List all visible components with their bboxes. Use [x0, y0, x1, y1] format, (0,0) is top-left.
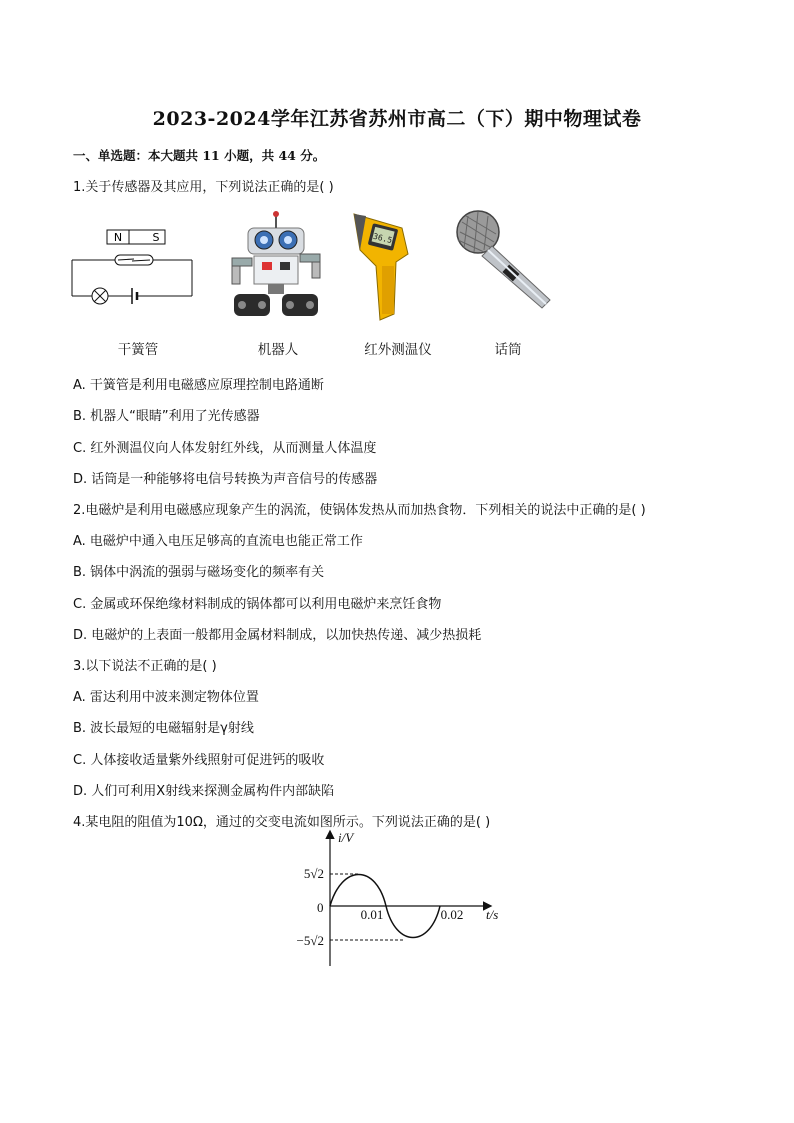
robot-caption: 机器人	[257, 342, 299, 358]
question-2-stem: 2.电磁炉是利用电磁感应现象产生的涡流，使锅体发热从而加热食物．下列相关的说法中正确的是( )	[73, 503, 646, 518]
origin-label: 0	[317, 900, 324, 915]
question-3-option-b: B. 波长最短的电磁辐射是γ射线	[73, 721, 254, 736]
question-3-option-a: A. 雷达利用中波来测定物体位置	[73, 690, 259, 705]
question-2-option-c: C. 金属或环保绝缘材料制成的锅体都可以利用电磁炉来烹饪食物	[73, 597, 442, 612]
reed-switch-image	[70, 226, 195, 306]
x-tick-label: 0.01	[360, 907, 384, 922]
question-1-option-d: D. 话筒是一种能够将电信号转换为声音信号的传感器	[73, 472, 378, 487]
page-title: 2023-2024学年江苏省苏州市高二（下）期中物理试卷	[152, 108, 642, 130]
reed-switch-caption: 干簧管	[117, 342, 159, 358]
question-1-option-b: B. 机器人“眼睛”利用了光传感器	[73, 409, 260, 424]
y-min-label: −5√2	[296, 933, 324, 948]
section-heading: 一、单选题：本大题共 11 小题，共 44 分。	[73, 148, 326, 163]
question-3-option-c: C. 人体接收适量紫外线照射可促进钙的吸收	[73, 753, 325, 768]
question-2-option-a: A. 电磁炉中通入电压足够高的直流电也能正常工作	[73, 534, 363, 549]
microphone-caption: 话筒	[494, 342, 522, 358]
thermometer-display: 36.5	[372, 231, 394, 246]
question-1-option-a: A. 干簧管是利用电磁感应原理控制电路通断	[73, 378, 324, 393]
magnet-n-label: N	[113, 231, 123, 244]
current-graph	[280, 826, 520, 976]
robot-image	[228, 210, 324, 320]
thermometer-image	[346, 210, 416, 322]
x-axis-label: t/s	[486, 907, 499, 922]
question-2-option-d: D. 电磁炉的上表面一般都用金属材料制成，以加快热传递、减少热损耗	[73, 628, 482, 643]
y-axis-label: i/V	[338, 830, 354, 845]
question-3-stem: 3.以下说法不正确的是( )	[73, 659, 217, 674]
x-tick-label: 0.02	[440, 907, 464, 922]
question-1-stem: 1.关于传感器及其应用，下列说法正确的是( )	[73, 180, 334, 195]
question-4-stem: 4.某电阻的阻值为10Ω，通过的交变电流如图所示。下列说法正确的是( )	[73, 815, 491, 830]
question-2-option-b: B. 锅体中涡流的强弱与磁场变化的频率有关	[73, 565, 325, 580]
question-1-option-c: C. 红外测温仪向人体发射红外线，从而测量人体温度	[73, 441, 377, 456]
question-3-option-d: D. 人们可利用X射线来探测金属构件内部缺陷	[73, 784, 335, 799]
y-max-label: 5√2	[303, 866, 324, 881]
magnet-s-label: S	[152, 231, 160, 244]
microphone-image	[448, 208, 560, 312]
thermometer-caption: 红外测温仪	[364, 342, 432, 358]
